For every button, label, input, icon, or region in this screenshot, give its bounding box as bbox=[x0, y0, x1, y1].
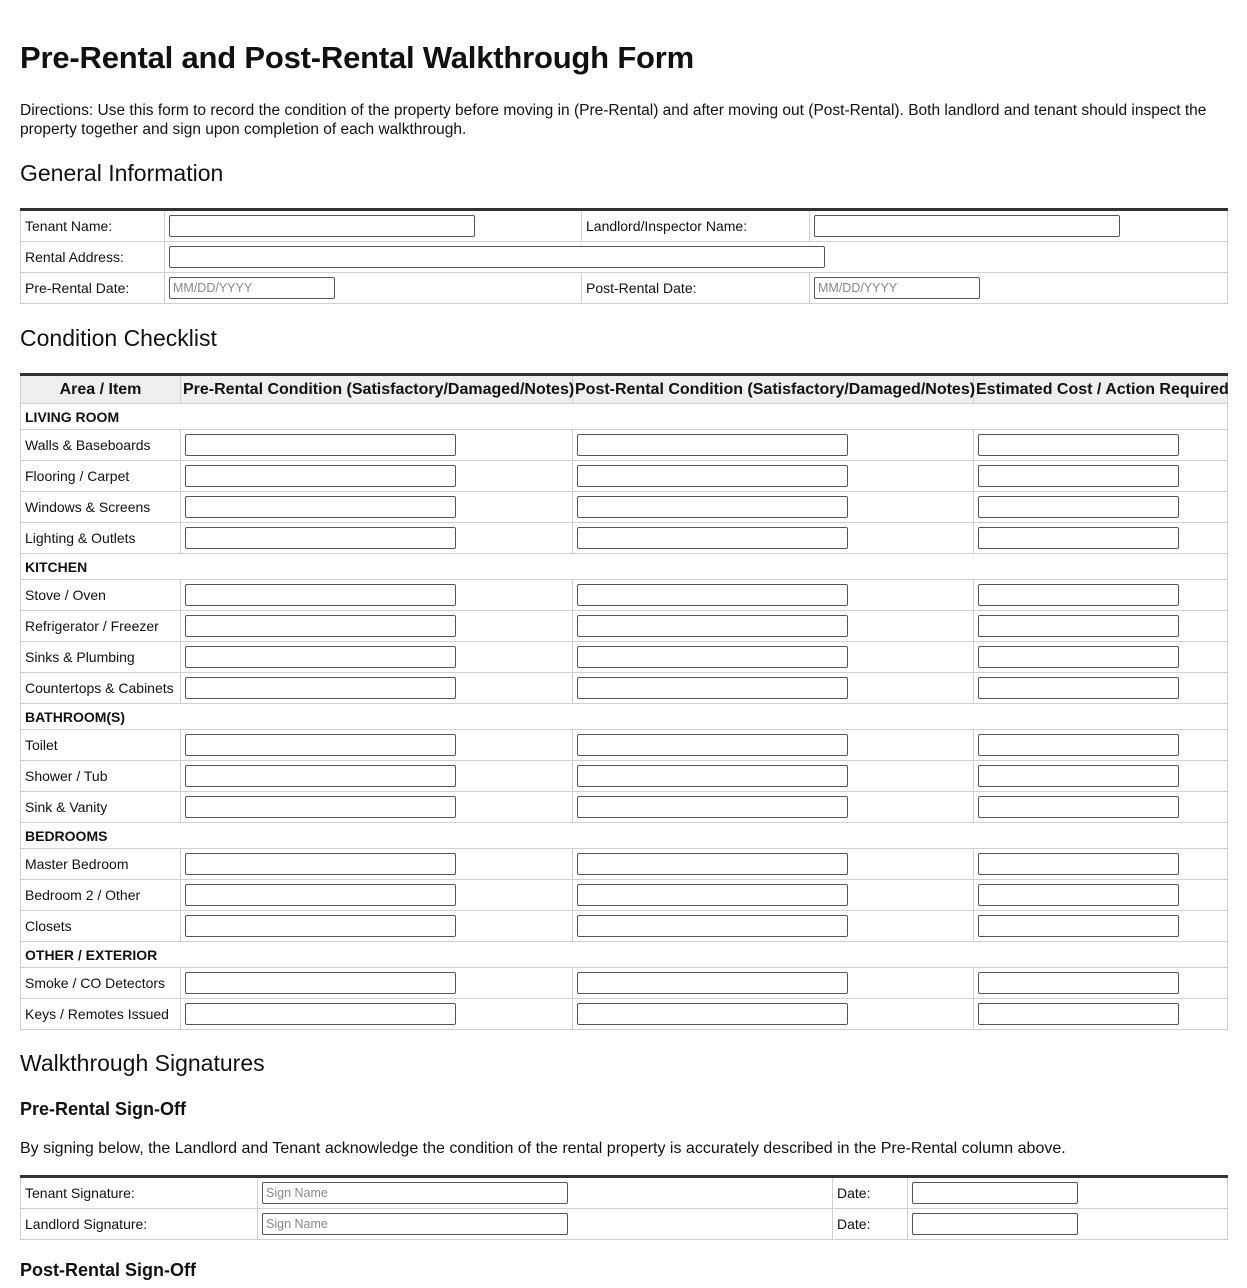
checklist-header-row bbox=[21, 375, 1228, 404]
item-label: Bedroom 2 / Other bbox=[21, 880, 181, 911]
post-rental-condition-field[interactable] bbox=[577, 434, 848, 456]
checklist-item-row bbox=[21, 911, 1228, 942]
tenant-signature-field[interactable]: Sign Name bbox=[262, 1182, 568, 1204]
item-label: Closets bbox=[21, 911, 181, 942]
item-label: Smoke / CO Detectors bbox=[21, 968, 181, 999]
pre-rental-date-field[interactable]: MM/DD/YYYY bbox=[169, 277, 335, 299]
tenant-name-label: Tenant Name: bbox=[21, 210, 165, 242]
checklist-category-row bbox=[21, 823, 1228, 849]
checklist-item-row bbox=[21, 968, 1228, 999]
cost-condition-field[interactable] bbox=[978, 765, 1179, 787]
pre-rental-condition-field[interactable] bbox=[185, 465, 456, 487]
general-info-table bbox=[20, 208, 1228, 304]
pre-rental-condition-field[interactable] bbox=[185, 677, 456, 699]
condition-checklist-table bbox=[20, 373, 1228, 1030]
checklist-category-row bbox=[21, 704, 1228, 730]
col-header-pre-rental: Pre-Rental Condition (Satisfactory/Damaged/Notes) bbox=[181, 375, 573, 404]
checklist-item-row bbox=[21, 792, 1228, 823]
checklist-item-row bbox=[21, 849, 1228, 880]
post-signoff-heading: Post-Rental Sign-Off bbox=[20, 1260, 196, 1280]
cost-condition-field[interactable] bbox=[978, 915, 1179, 937]
checklist-item-row bbox=[21, 761, 1228, 792]
item-label: Keys / Remotes Issued bbox=[21, 999, 181, 1030]
post-rental-condition-field[interactable] bbox=[577, 584, 848, 606]
cost-condition-field[interactable] bbox=[978, 1003, 1179, 1025]
checklist-item-row bbox=[21, 880, 1228, 911]
pre-rental-condition-field[interactable] bbox=[185, 915, 456, 937]
category-label: BEDROOMS bbox=[21, 823, 1228, 849]
general-row-dates bbox=[21, 273, 1228, 304]
tenant-name-field[interactable] bbox=[169, 215, 475, 237]
post-rental-condition-field[interactable] bbox=[577, 677, 848, 699]
checklist-item-row bbox=[21, 611, 1228, 642]
checklist-body bbox=[21, 404, 1228, 1030]
item-label: Stove / Oven bbox=[21, 580, 181, 611]
checklist-item-row bbox=[21, 523, 1228, 554]
cost-condition-field[interactable] bbox=[978, 972, 1179, 994]
item-label: Walls & Baseboards bbox=[21, 430, 181, 461]
checklist-item-row bbox=[21, 461, 1228, 492]
item-label: Refrigerator / Freezer bbox=[21, 611, 181, 642]
checklist-category-row bbox=[21, 554, 1228, 580]
pre-rental-condition-field[interactable] bbox=[185, 1003, 456, 1025]
category-label: OTHER / EXTERIOR bbox=[21, 942, 1228, 968]
item-label: Shower / Tub bbox=[21, 761, 181, 792]
pre-rental-condition-field[interactable] bbox=[185, 496, 456, 518]
cost-condition-field[interactable] bbox=[978, 884, 1179, 906]
checklist-item-row bbox=[21, 430, 1228, 461]
post-rental-condition-field[interactable] bbox=[577, 1003, 848, 1025]
item-label: Lighting & Outlets bbox=[21, 523, 181, 554]
general-row-address bbox=[21, 242, 1228, 273]
item-label: Countertops & Cabinets bbox=[21, 673, 181, 704]
item-label: Windows & Screens bbox=[21, 492, 181, 523]
checklist-item-row bbox=[21, 492, 1228, 523]
post-rental-condition-field[interactable] bbox=[577, 884, 848, 906]
checklist-item-row bbox=[21, 580, 1228, 611]
post-rental-condition-field[interactable] bbox=[577, 734, 848, 756]
item-label: Flooring / Carpet bbox=[21, 461, 181, 492]
checklist-item-row bbox=[21, 642, 1228, 673]
cost-condition-field[interactable] bbox=[978, 615, 1179, 637]
checklist-item-row bbox=[21, 673, 1228, 704]
post-rental-condition-field[interactable] bbox=[577, 765, 848, 787]
cost-condition-field[interactable] bbox=[978, 646, 1179, 668]
cost-condition-field[interactable] bbox=[978, 496, 1179, 518]
post-rental-condition-field[interactable] bbox=[577, 972, 848, 994]
cost-condition-field[interactable] bbox=[978, 677, 1179, 699]
rental-address-label: Rental Address: bbox=[21, 242, 165, 273]
cost-condition-field[interactable] bbox=[978, 796, 1179, 818]
checklist-category-row bbox=[21, 404, 1228, 430]
landlord-signature-row bbox=[21, 1209, 1228, 1240]
pre-rental-condition-field[interactable] bbox=[185, 765, 456, 787]
pre-rental-condition-field[interactable] bbox=[185, 853, 456, 875]
cost-condition-field[interactable] bbox=[978, 434, 1179, 456]
col-header-post-rental: Post-Rental Condition (Satisfactory/Damaged/Notes) bbox=[573, 375, 974, 404]
post-rental-date-label: Post-Rental Date: bbox=[582, 273, 810, 304]
pre-rental-condition-field[interactable] bbox=[185, 972, 456, 994]
checklist-category-row bbox=[21, 942, 1228, 968]
cost-condition-field[interactable] bbox=[978, 853, 1179, 875]
post-rental-condition-field[interactable] bbox=[577, 646, 848, 668]
tenant-signature-row bbox=[21, 1177, 1228, 1209]
tenant-date-field[interactable] bbox=[912, 1182, 1078, 1204]
pre-rental-condition-field[interactable] bbox=[185, 434, 456, 456]
rental-address-field[interactable] bbox=[169, 246, 825, 268]
item-label: Sinks & Plumbing bbox=[21, 642, 181, 673]
pre-rental-condition-field[interactable] bbox=[185, 734, 456, 756]
directions-text: Directions: Use this form to record the condition of the property before moving in (Pre-Rental) and after moving out (Post-Rental). Both landlord and tenant should inspect the property together and sign upon completion of each walkthrough. bbox=[20, 102, 1207, 138]
pre-rental-condition-field[interactable] bbox=[185, 646, 456, 668]
post-rental-condition-field[interactable] bbox=[577, 496, 848, 518]
cost-condition-field[interactable] bbox=[978, 734, 1179, 756]
landlord-signature-label: Landlord Signature: bbox=[21, 1209, 258, 1240]
tenant-signature-label: Tenant Signature: bbox=[21, 1177, 258, 1209]
post-rental-condition-field[interactable] bbox=[577, 527, 848, 549]
landlord-signature-field[interactable]: Sign Name bbox=[262, 1213, 568, 1235]
cost-condition-field[interactable] bbox=[978, 584, 1179, 606]
checklist-item-row bbox=[21, 999, 1228, 1030]
post-rental-condition-field[interactable] bbox=[577, 853, 848, 875]
col-header-area: Area / Item bbox=[21, 375, 181, 404]
landlord-name-field[interactable] bbox=[814, 215, 1120, 237]
landlord-date-field[interactable] bbox=[912, 1213, 1078, 1235]
category-label: KITCHEN bbox=[21, 554, 1228, 580]
post-rental-date-field[interactable]: MM/DD/YYYY bbox=[814, 277, 980, 299]
pre-rental-condition-field[interactable] bbox=[185, 527, 456, 549]
pre-signoff-text: By signing below, the Landlord and Tenant acknowledge the condition of the rental property is accurately described in the Pre-Rental column above. bbox=[20, 1140, 1066, 1157]
post-rental-condition-field[interactable] bbox=[577, 915, 848, 937]
item-label: Master Bedroom bbox=[21, 849, 181, 880]
general-row-names bbox=[21, 210, 1228, 242]
post-rental-condition-field[interactable] bbox=[577, 465, 848, 487]
page-title: Pre-Rental and Post-Rental Walkthrough Form bbox=[20, 40, 695, 75]
pre-rental-condition-field[interactable] bbox=[185, 615, 456, 637]
signatures-heading: Walkthrough Signatures bbox=[20, 1050, 265, 1076]
category-label: LIVING ROOM bbox=[21, 404, 1228, 430]
checklist-heading: Condition Checklist bbox=[20, 325, 217, 351]
cost-condition-field[interactable] bbox=[978, 527, 1179, 549]
item-label: Toilet bbox=[21, 730, 181, 761]
item-label: Sink & Vanity bbox=[21, 792, 181, 823]
pre-rental-date-label: Pre-Rental Date: bbox=[21, 273, 165, 304]
pre-rental-condition-field[interactable] bbox=[185, 796, 456, 818]
pre-signoff-table bbox=[20, 1175, 1228, 1240]
general-info-heading: General Information bbox=[20, 160, 224, 186]
cost-condition-field[interactable] bbox=[978, 465, 1179, 487]
pre-rental-condition-field[interactable] bbox=[185, 884, 456, 906]
post-rental-condition-field[interactable] bbox=[577, 796, 848, 818]
checklist-item-row bbox=[21, 730, 1228, 761]
col-header-cost: Estimated Cost / Action Required bbox=[974, 375, 1228, 404]
landlord-date-label: Date: bbox=[833, 1209, 908, 1240]
category-label: BATHROOM(S) bbox=[21, 704, 1228, 730]
tenant-date-label: Date: bbox=[833, 1177, 908, 1209]
pre-signoff-heading: Pre-Rental Sign-Off bbox=[20, 1099, 187, 1119]
pre-rental-condition-field[interactable] bbox=[185, 584, 456, 606]
landlord-name-label: Landlord/Inspector Name: bbox=[582, 210, 810, 242]
post-rental-condition-field[interactable] bbox=[577, 615, 848, 637]
